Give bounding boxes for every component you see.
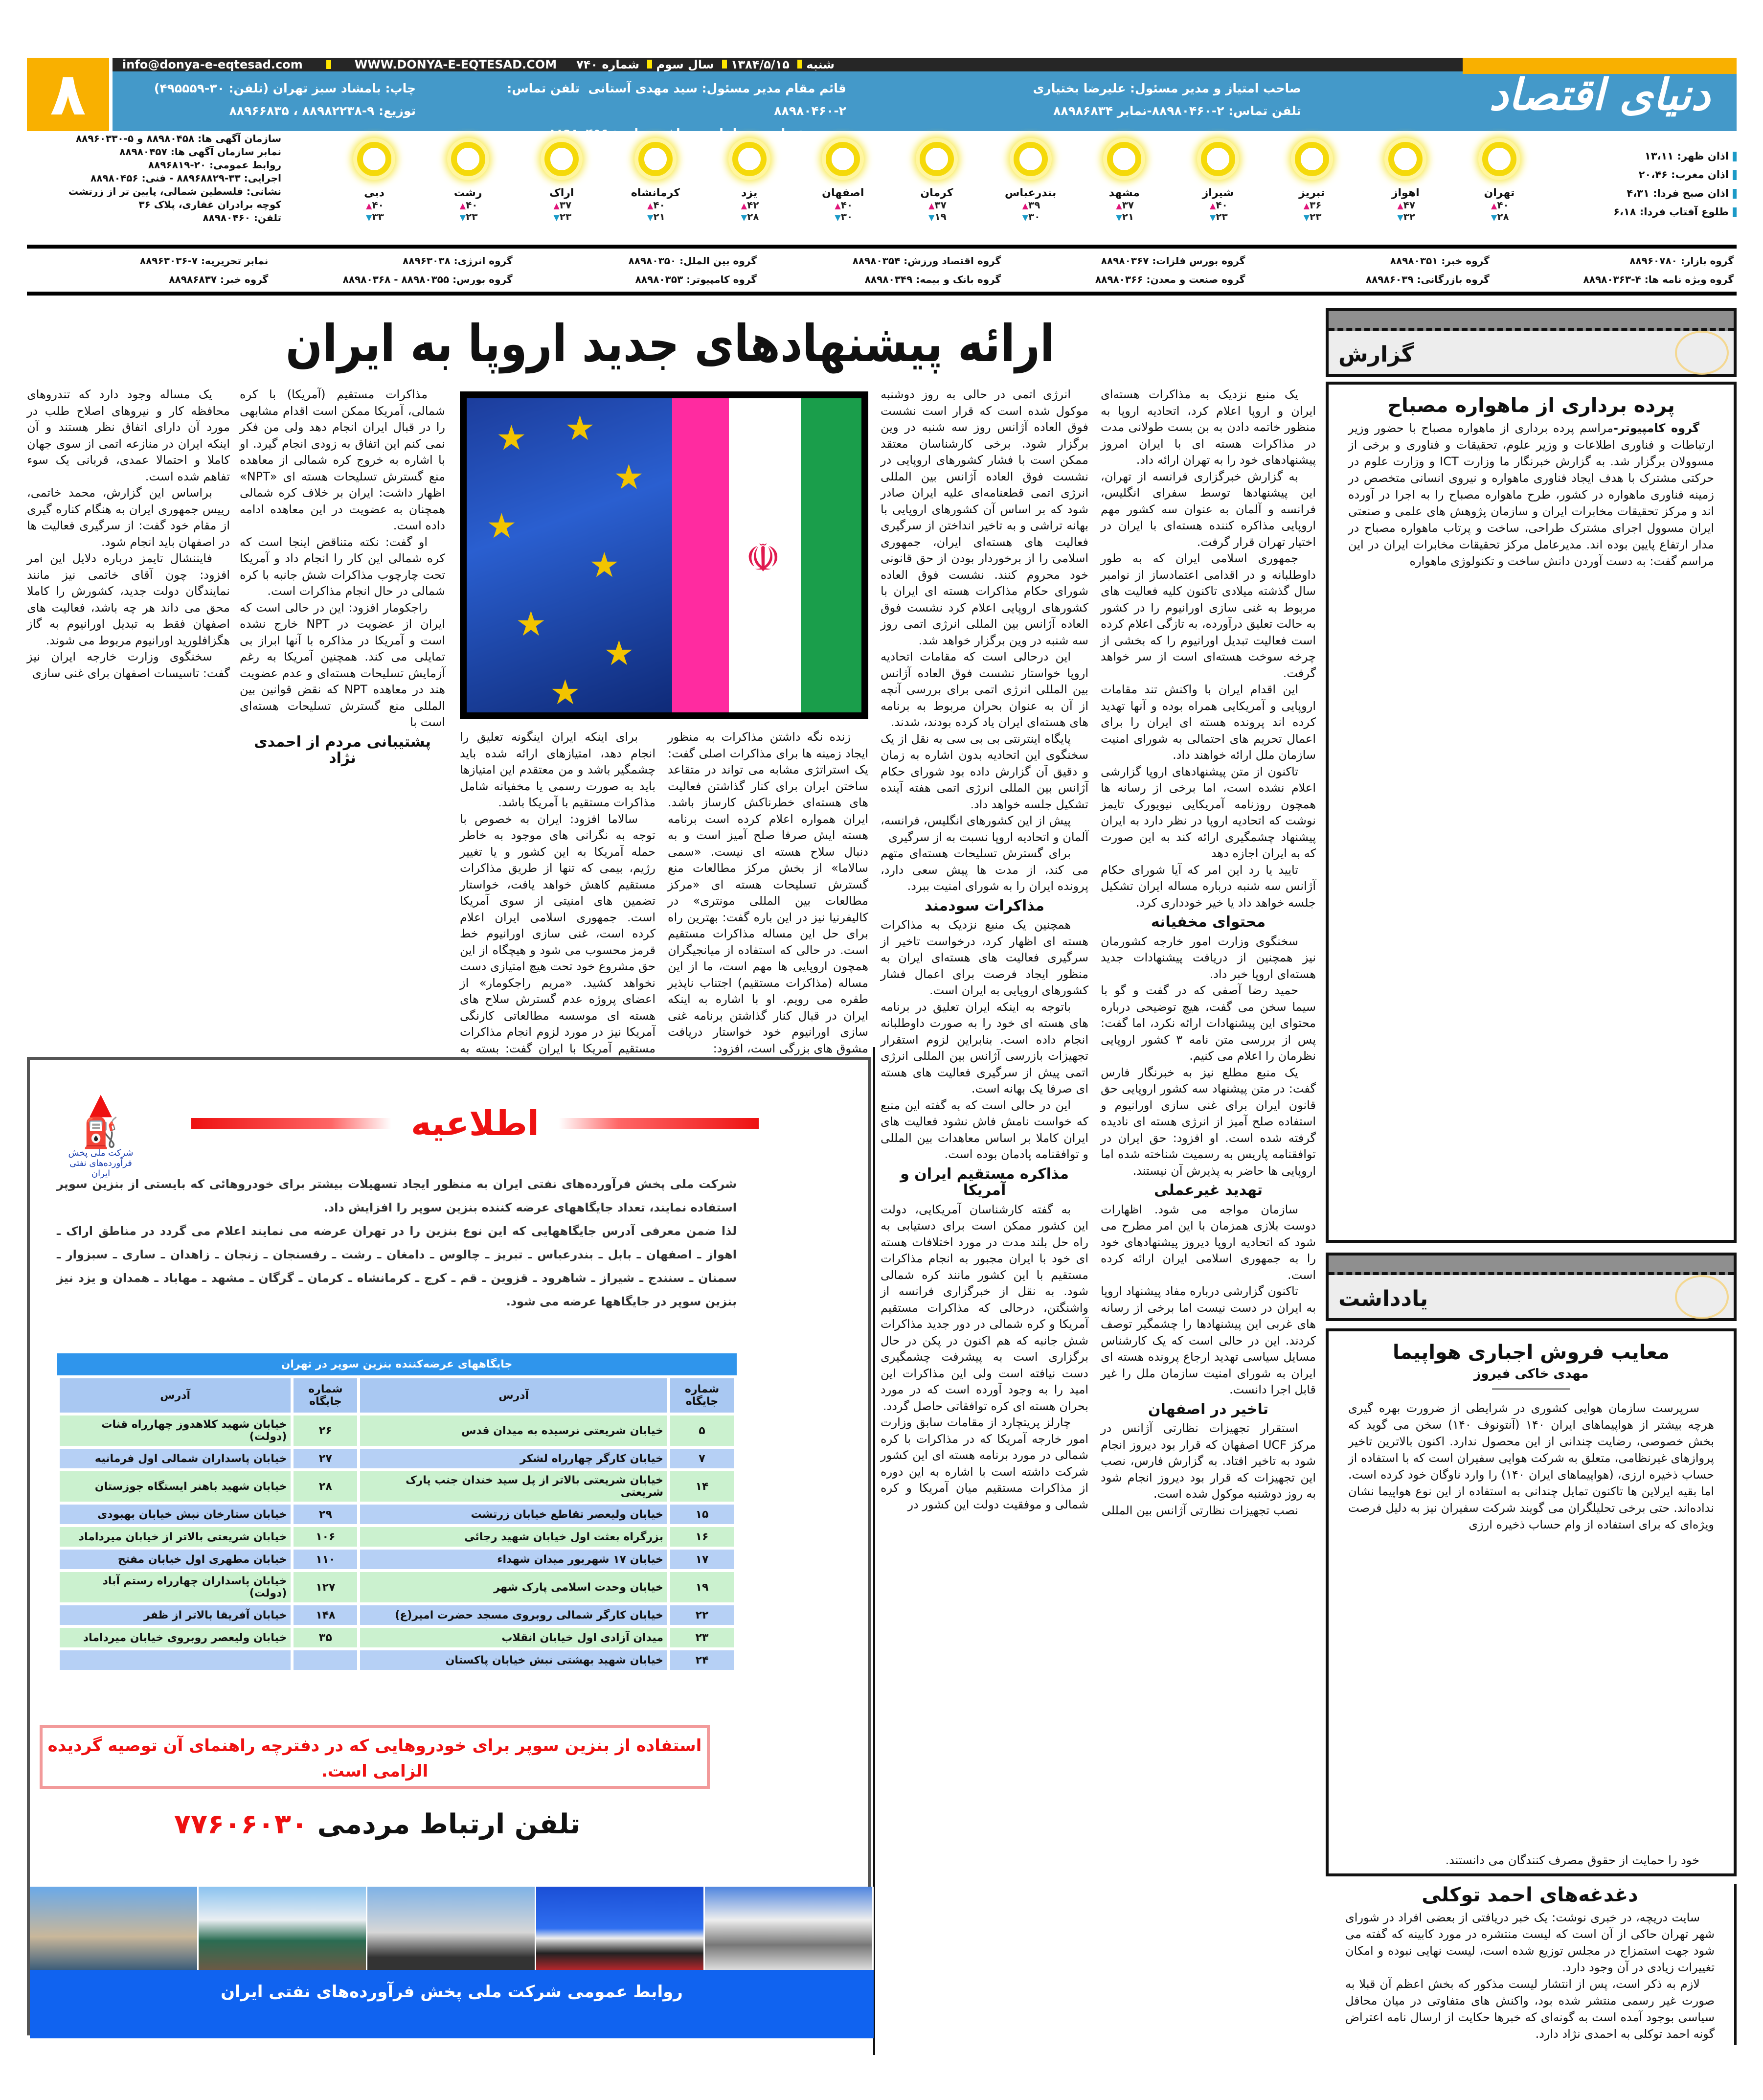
prayer-times [1556,147,1737,221]
prayer-time: اذان مغرب: ۲۰،۴۶ [1556,165,1737,184]
article-paragraph: سازمان مواجه می شود. اظهارات دوست بلازی همزمان با این امر مطرح می شود که اتحادیه اروپا دیروز پیشنهادهای خود را به جمهوری اسلامی ایران ارائه کرده است. [1101,1202,1316,1282]
ad-footer: روابط عمومی شرکت ملی پخش فرآورده‌های نفتی ایران [30,1970,874,2038]
sun-icon [1107,142,1141,176]
station-address: بزرگراه بعثت اول خیابان شهید رجائی [360,1527,667,1547]
note-paragraph: خود را حمایت از حقوق مصرف کنندگان می دانستند. [1445,1853,1699,1867]
weather-city [614,137,697,240]
section-header-report [1326,308,1737,377]
station-address: خیابان شریعتی نرسیده به میدان قدس [360,1415,667,1446]
contact-line: سازمان آگهی ها: ۸۸۹۸۰۴۵۸ و ۵-۸۸۹۶۰۳۳۰ [75,133,281,144]
low-temp: ▼ ۲۱ [1114,211,1134,223]
contact-line: کوچه برادران غفاری، پلاک ۳۶ [138,199,281,210]
high-temp: ▲ ۴۰ [364,199,384,211]
article-paragraph: جمهوری اسلامی ایران که به طور داوطلبانه و در اقدامی اعتمادساز از نوامبر سال گذشته میلادی تاکنون کلیه فعالیت های مربوط به غنی سازی اورانیوم را در کشور به حالت تعلیق درآورده، به تازگی اعلام کرده است فعالیت تبدیل اورانیوم را که بخشی از چرخه سوخت هسته‌ای است از سر خواهد گرفت. [1101,551,1316,680]
group-phone: گروه خبر: ۸۸۹۸۶۸۳۷ [169,274,269,285]
low-temp: ▼ ۲۳ [458,211,478,223]
high-temp: ▲ ۳۷ [1114,199,1134,211]
low-temp: ▼ ۱۹ [927,211,947,223]
article-paragraph: نصب تجهیزات نظارتی آژانس بین المللی [1101,1503,1298,1517]
weather-city [1270,137,1354,240]
city-name: یزد [741,187,758,199]
date-value: ۱۳۸۴/۵/۱۵ [730,58,790,71]
weather-strip [333,137,1541,240]
low-temp: ▼ ۲۱ [646,211,665,223]
year-label: سال سوم [656,58,714,71]
article-paragraph: این درحالی است که مقامات اتحادیه اروپا خواستار نشست فوق العاده آژانس بین المللی انرژی اتمی برای بررسی آنچه از آن به عنوان بحران مربوط به برنامه های هسته‌ای ایران یاد کرده بودند، شدند. [881,650,1088,729]
subheading: محتوای مخفیانه [1151,913,1266,931]
ad-phone [30,1808,724,1840]
article-paragraph: به گزارش خبرگزاری فرانسه از تهران، این پیشنهادها توسط سفرای انگلیس، فرانسه و آلمان به عنوان سه کشور مهم اروپایی مذاکره کننده هسته‌ای با ایران در اختیار تهران قرار گرفت. [1101,469,1316,549]
station-address: خیابان آفریقا بالاتر از ظفر [60,1605,291,1625]
city-name: کرمان [920,187,953,199]
article-paragraph: استقرار تجهیزات نظارتی آژانس در مرکز UCF اصفهان که قرار بود دیروز انجام شود به تاخیر افتاد. به گزارش فارس، نصب این تجهیزات که قرار بود دیروز انجام شود به روز دوشنبه موکول شده است. [1101,1421,1316,1501]
low-temp: ▼ ۲۳ [1302,211,1322,223]
station-number: ۱۷ [670,1550,734,1569]
weather-city [520,137,603,240]
deputy-phone: تلفن تماس: ۲-۸۸۹۸۰۴۶۰ [507,81,846,118]
editor-phone: تلفن تماس: ۸۸۹۸۰۴۵۶ [548,126,685,140]
weather-city [989,137,1072,240]
newspaper-logo: دنیای اقتصاد [1463,58,1737,131]
article-column [240,387,445,1037]
station-number: ۱۴۸ [294,1605,357,1625]
section-title: یادداشت [1338,1286,1428,1311]
city-name: تبریز [1299,187,1325,199]
group-phone-row [27,251,1737,270]
advertisement [27,1057,871,2035]
note-box [1326,1328,1737,1876]
contact-line: روابط عمومی: ۲۰-۸۸۹۶۸۱۹ [148,159,281,171]
gas-station-photo [30,1887,199,1970]
owner-phone: تلفن تماس: ۲-۸۸۹۸۰۴۶۰-نمابر ۸۸۹۸۶۸۳۴ [1053,104,1301,118]
contact-line: نشانی: فلسطین شمالی، پایین تر از زرتشت [68,185,281,197]
high-temp: ▲ ۴۰ [1208,199,1228,211]
city-name: اراک [549,187,574,199]
ad-notice: استفاده از بنزین سوپر برای خودروهایی که در دفترچه راهنمای آن توصیه گردیده الزامی است. [40,1725,710,1789]
city-name: اصفهان [822,187,864,199]
station-number: ۱۹ [670,1572,734,1602]
tavakoli-box [1326,1884,1737,2045]
station-row [60,1415,734,1446]
ad-paragraph: لذا ضمن معرفی آدرس جایگاههایی که این نوع بنزین را در تهران عرضه می نمایند اعلام می گردد در مناطق اراک ـ اهواز ـ اصفهان ـ بابل ـ بندرعباس ـ تبریز ـ چالوس ـ دامغان ـ رشت ـ رفسنجان ـ زنجان ـ زاهدان ـ ساری ـ سبزوار ـ سمنان ـ سنندج ـ شیراز ـ شاهرود ـ قزوین ـ قم ـ کرج ـ کرمانشاه ـ کرمان ـ گرگان ـ مشهد ـ مهاباد ـ همدان و یزد نیز بنزین سوپر در جایگاهها عرضه می شود. [57,1224,737,1308]
article-paragraph: سالاما افزود: ایران به خصوص با توجه به نگرانی های موجود به خاطر حمله آمریکا به این کشور و یا تغییر رژیم، بیمی که تنها از طریق مذاکرات مستقیم کاهش خواهد یافت، خواستار تضمین های امنیتی از سوی آمریکا است. جمهوری اسلامی ایران اعلام کرده است، غنی سازی اورانیوم خط قرمز محسوب می شود و هیچگاه از این حق مشروع خود تحت هیچ امتیازی دست نخواهد کشید. «مریم راجکومار» از اعضای پروژه عدم گسترش سلاح های هسته ای موسسه مطالعاتی کارنگی آمریکا نیز در مورد لزوم انجام مذاکرات مستقیم آمریکا با ایران گفت: بسته به [460,812,655,1055]
group-phones [27,245,1737,296]
group-phone: گروه خبر: ۸۸۹۸۰۳۵۱ [1390,255,1490,267]
station-number: ۱۰۶ [294,1527,357,1547]
station-number: ۱۵ [670,1505,734,1524]
group-phone: گروه کامپیوتر: ۸۸۹۸۰۳۵۳ [635,274,757,285]
weather-city [895,137,978,240]
article-column [881,387,1088,2055]
low-temp: ▼ ۳۰ [1021,211,1040,223]
station-number: ۲۸ [294,1471,357,1502]
station-address: خیابان ۱۷ شهریور میدان شهداء [360,1550,667,1569]
station-row [60,1628,734,1647]
station-number: ۲۴ [670,1650,734,1670]
city-name: کرمانشاه [631,187,680,199]
sun-icon [1201,142,1235,176]
article-paragraph: یک منبع نزدیک به مذاکرات هسته‌ای ایران و اروپا اعلام کرد، اتحادیه اروپا به منظور خاتمه دادن به بن بست طولانی مدت در مذاکرات هسته ای با ایران امروز پیشنهادهای خود را به تهران ارائه داد. [1101,388,1316,467]
ad-title-text: اطلاعیه [411,1103,539,1143]
contact-line: اجرایی: ۳۳-۸۸۹۶۸۸۲۹ - فنی: ۸۸۹۸۰۴۵۶ [90,172,281,184]
low-temp: ▼ ۲۸ [1490,211,1509,223]
group-phone: گروه بازرگانی: ۸۸۹۸۶۰۳۹ [1365,274,1490,285]
high-temp: ▲ ۴۰ [646,199,665,211]
station-address: خیابان پاسداران شمالی اول فرمانیه [60,1449,291,1468]
nioc-logo: ▲ ⛽ شرکت ملی پخش فرآورده‌های نفتی ایران [59,1089,142,1179]
ad-photos [30,1887,874,1970]
contact-line: تلفن: ۸۸۹۸۰۴۶۰ [203,212,281,224]
subheading: مذاکرات سودمند [924,897,1045,914]
article-column [668,729,868,1055]
article-paragraph: برای گسترش تسلیحات هسته‌ای متهم می کند، از مدت ها پیش سعی دارد، پرونده ایران را به شورای امنیت ببرد. [881,846,1088,893]
station-address: خیابان شهید کلاهدوز چهارراه قنات (دولت) [60,1415,291,1446]
section-title: گزارش [1338,342,1414,367]
station-address: خیابان شهید باهنر ایستگاه جوزستان [60,1471,291,1502]
sun-icon [732,142,767,176]
weather-city [333,137,416,240]
group-phone: گروه بورس: ۸۸۹۸۰۳۵۵ - ۸۸۹۸۰۳۶۸ [342,274,513,285]
weather-city [801,137,884,240]
station-address: خیابان کارگر چهارراه لشکر [360,1449,667,1468]
logo-text: شرکت ملی پخش فرآورده‌های نفتی ایران [68,1148,134,1179]
station-address: خیابان شریعتی بالاتر از خیابان میرداماد [60,1527,291,1547]
station-number: ۲۳ [670,1628,734,1647]
low-temp: ▼ ۳۰ [833,211,853,223]
station-number: ۲۹ [294,1505,357,1524]
group-phone: گروه اقتصاد ورزش: ۸۸۹۸۰۳۵۴ [852,255,1001,267]
high-temp: ▲ ۴۰ [458,199,478,211]
ad-paragraph: شرکت ملی پخش فرآورده‌های نفتی ایران به منظور ایجاد تسهیلات بیشتر برای خودروهائی که بایستی از بنزین سوپر استفاده نمایند، تعداد جایگاههای عرضه کننده بنزین سوپر را افزایش داد. [57,1177,737,1214]
eu-iran-flags-photo [460,391,868,719]
city-name: تهران [1484,187,1515,199]
sun-icon [544,142,579,176]
subheading: تاخیر در اصفهان [1148,1400,1269,1418]
station-address: خیابان شریعتی بالاتر از پل سید خندان جنب پارک شریعتی [360,1471,667,1502]
group-phone: نمابر تحریریه: ۷-۸۸۹۶۳۰۳۶ [139,255,269,267]
station-number [294,1650,357,1670]
high-temp: ▲ ۴۰ [1490,199,1509,211]
date: شنبه [806,58,835,71]
low-temp: ▼ ۲۸ [740,211,759,223]
article-paragraph: انرژی اتمی در حالی به روز دوشنبه موکول شده است که قرار است نشست فوق العاده آژانس روز سه شنبه در وین برگزار شود. برخی کارشناسان معتقد ممکن است با فشار کشورهای اروپایی در نشست فوق العاده آژانس بین المللی انرژی اتمی قطعنامه‌ای علیه ایران صادر شود که بر اساس آن کشورهای اروپایی با بهانه تراشی و به تاخیر انداختن از سرگیری فعالیت های هسته‌ای ایران، جمهوری اسلامی را از برخوردار بودن از حق قانونی خود محروم کنند. نشست فوق العاده شورای حکام مذاکرات هسته ای ایران با کشورهای اروپایی اعلام کرد نشست فوق العاده آژانس بین المللی انرژی اتمی روز سه شنبه در وین برگزار خواهد شد. [881,388,1088,647]
article-column [460,729,655,1055]
station-address [60,1650,291,1670]
headline-area [196,309,1145,378]
group-phone: گروه انرژی: ۸۸۹۶۳۰۳۸ [403,255,513,267]
article-paragraph: مذاکرات مستقیم (آمریکا) با کره شمالی، آمریکا ممکن است اقدام مشابهی را در قبال ایران انجام دهد ولی من فکر نمی کنم این اتفاق به زودی انجام گیرد. او با اشاره به خروج کره شمالی از معاهده منع گسترش تسلیحات هسته ای «NPT» اظهار داشت: ایران بر خلاف کره شمالی همچنان به عضویت در این معاهده ادامه داده است. [240,388,445,532]
ad-intro [57,1172,737,1313]
station-row [60,1471,734,1502]
email[interactable]: info@donya-e-eqtesad.com [122,58,303,71]
deputy: قائم مقام مدیر مسئول: سید مهدی آستانی [588,81,846,95]
city-name: شیراز [1202,187,1234,199]
article-paragraph: تایید یا رد این امر که آیا شورای حکام آژانس سه شنبه درباره مساله ایران تشکیل جلسه خواهد داد یا خیر خودداری کرد. [1101,863,1316,910]
editor: سردبیر: علی میرزاخانی [702,126,846,140]
station-address: خیابان وحدت اسلامی پارک شهر [360,1572,667,1602]
weather-city [1176,137,1260,240]
article-paragraph: براساس این گزارش، محمد خاتمی، رییس جمهوری ایران به هنگام کناره گیری از مقام خود گفت: از سرگیری فعالیت ها در اصفهان باید انجام شود. [27,486,230,549]
station-address: خیابان شهید بهشتی نبش خیابان پاکستان [360,1650,667,1670]
section-header-note [1326,1253,1737,1321]
city-name: دبی [364,187,384,199]
group-phone: گروه بورس فلزات: ۸۸۹۸۰۳۶۷ [1101,255,1245,267]
station-number: ۱۱۰ [294,1550,357,1569]
article-column [1101,387,1316,2055]
weather-city [1364,137,1447,240]
station-row [60,1527,734,1547]
sun-icon [826,142,860,176]
city-name: رشت [453,187,482,199]
article-paragraph: سخنگوی وزارت امور خارجه کشورمان نیز همچنین از دریافت پیشنهادات جدید هسته‌ای اروپا خبر داد. [1101,934,1316,981]
high-temp: ▲ ۳۷ [927,199,947,211]
col-header: شماره جایگاه [294,1378,357,1413]
tavakoli-paragraph: لازم به ذکر است، پس از انتشار لیست مذکور که بخش اعظم آن قبلا به صورت غیر رسمی منتشر شده بود، واکنش های متفاوتی در میان محافل سیاسی بوجود آمده است به گونه‌ای که خبرها حکایت از ارسال نامه اعتراض گونه احمد توکلی به احمدی نژاد دارد. [1345,1977,1715,2041]
article-paragraph: این در حالی است که به گفته این منبع که خواست نامش فاش نشود فعالیت های ایران کاملا بر اساس معاهدات بین المللی و توافقنامه پادمان بوده است. [881,1098,1088,1161]
contact-line: نمابر سازمان آگهی ها: ۸۸۹۸۰۴۵۷ [119,146,281,158]
city-name: مشهد [1108,187,1140,199]
article-paragraph: راجکومار افزود: این در حالی است که ایران از عضویت در NPT خارج نشده است و آمریکا در مذاکره با آنها ابراز بی تمایلی می کند. همچنین آمریکا به رغم آزمایش تسلیحات هسته‌ای و عدم عضویت هند در معاهده NPT که نقض قوانین بین المللی منع گسترش تسلیحات هسته‌ای است با [240,600,446,729]
article-paragraph: باتوجه به اینکه ایران تعلیق در برنامه های هسته ای خود را به صورت داوطلبانه انجام داده است. بنابراین لزوم استقرار تجهیزات بازرسی آژانس بین المللی انرژی اتمی پیش از سرگیری فعالیت های هسته ای صرفا یک بهانه است. [881,1000,1088,1096]
high-temp: ▲ ۴۲ [740,199,759,211]
high-temp: ▲ ۴۷ [1396,199,1415,211]
tanker-truck-photo [199,1887,367,1970]
issue-number: شماره ۷۴۰ [576,58,640,71]
group-phone: گروه بازار: ۸۸۹۶۰۷۸۰ [1629,255,1734,267]
group-phone: گروه بین الملل: ۸۸۹۸۰۳۵۰ [628,255,757,267]
weather-city [1083,137,1166,240]
article-paragraph: سخنگوی وزارت خارجه ایران نیز گفت: تاسیسات اصفهان برای غنی سازی [27,650,230,680]
report-box [1326,382,1737,1243]
article-paragraph: زنده نگه داشتن مذاکرات به منظور ایجاد زمینه ها برای مذاکرات اصلی گفت: یک استراتژی مشابه می تواند در متقاعد ساختن ایران برای کنار گذاشتن فعالیت های هسته‌ای خطرناکش کارساز باشد. ایران همواره اعلام کرده است برنامه هسته ایش صرفا صلح آمیز است و به دنبال سلاح هسته ای نیست. «سمی سالاما» از بخش مرکز مطالعات منع گسترش تسلیحات هسته ای «مرکز مطالعات بین المللی مونتری» در کالیفرنیا نیز در این باره گفت: بهترین راه برای حل این مساله مذاکرات مستقیم است. در حالی که استفاده از میانجیگران همچون اروپایی ها مهم است، ما از این مساله (مذاکرات مستقیم) اجتناب ناپذیر طفره می رویم. او با اشاره به اینکه ایران در قبال کنار گذاشتن برنامه غنی سازی اورانیوم خود خواستار دریافت مشوق های بزرگی است، افزود: [668,730,868,1055]
subheading: مذاکره مستقیم ایران و آمریکا [900,1165,1069,1199]
distribution-info: توزیع: ۹-۸۸۹۸۲۲۳۸ ، ۸۸۹۶۶۸۳۵ [229,104,416,118]
report-paragraph: مراسم پرده برداری از ماهواره مصباح با حضور وزیر ارتباطات و فناوری اطلاعات و وزیر علوم، تحقیقات و فناوری و برخی از مسوولان برگزار شد. به گزارش خبرنگار ما وزارت ICT و وزارت علوم در حرکتی مشترک با هدف ایجاد فناوری ماهواره و نیروی انسانی متخصص در زمینه فناوری ماهواره در کشور، طرح ماهواره مصباح را به اجرا در آورده اند و مرکز تحقیقات مخابرات ایران و سازمان پژوهش های علمی و صنعتی ایران مسوول اجرای مشترک طراحی، ساخت و پرتاب ماهواره مصباح در مدار ارتفاع پایین بوده اند. مدیرعامل مرکز تحقیقات مخابرات ایران در این مراسم گفت: به دست آوردن دانش ساخت و تکنولوژی ماهواره [1348,421,1714,568]
col-header: آدرس [60,1378,291,1413]
article-paragraph: این اقدام ایران با واکنش تند مقامات اروپایی و آمریکایی همراه بوده و آنها تهدید کرده اند پرونده هسته ای ایران را برای اعمال تحریم های احتمالی به شورای امنیت سازمان ملل ارائه خواهند داد. [1101,683,1316,762]
station-number: ۱۴ [670,1471,734,1502]
weather-city [427,137,510,240]
station-address: میدان آزادی اول خیابان انقلاب [360,1628,667,1647]
low-temp: ▼ ۳۳ [364,211,384,223]
station-row [60,1605,734,1625]
subheading: پشتیبانی مردم از احمدی نژاد [254,733,431,767]
note-paragraph: سرپرست سازمان هوایی کشوری در شرایطی از ضرورت بهره گیری هرچه بیشتر از هواپیماهای ایران ۱۴۰ (آنتونوف ۱۴۰) سخن می گوید که بخش خصوصی، رضایت چندانی از این محصول ندارد. اکنون بالاترین تاخیر پروازهای غیرنظامی، متعلق به شرکت هوایی سفیران است که با استفاده از حساب ذخیره ارزی، (هواپیماهای ایران ۱۴۰) را وارد ناوگان خود کرده است. اما بقیه ایرلاین ها تاکنون تمایل چندانی به استفاده از این نوع هواپیما نشان نداده‌اند. حتی برخی تحلیلگران می گویند شرکت سفیران نیز به دلیل فرصت ویژه‌ای که برای استفاده از وام حساب ذخیره ارزی [1348,1401,1714,1531]
sun-icon [638,142,673,176]
article-column [27,387,230,1037]
prayer-time: اذان ظهر: ۱۳،۱۱ [1556,147,1737,165]
station-address: خیابان ستارخان نبش خیابان بهبودی [60,1505,291,1524]
station-number: ۱۶ [670,1527,734,1547]
print-info: چاپ: بامشاد سبز تهران (تلفن: ۳۰-۴۹۵۵۵۹) [154,81,416,95]
phone-label: تلفن ارتباط مردمی [317,1808,581,1840]
tavakoli-title: دغدغه‌های احمد توکلی [1422,1884,1638,1906]
sun-icon [1482,142,1516,176]
low-temp: ▼ ۲۳ [552,211,571,223]
article-paragraph: یک مساله وجود دارد که تندروهای محافظه کار و نیروهای اصلاح طلب در مورد آن دارای اتفاق نظر هستند و آن اینکه ایران در منازعه اتمی از سوی جهان کاملا و احتمالا عمدی، قربانی یک سوء تفاهم شده است. [27,388,230,483]
group-phone-row [27,270,1737,289]
subheading: تهدید غیرعملی [1153,1182,1263,1199]
station-row [60,1572,734,1602]
article-paragraph: چارلز پریتچارد از مقامات سابق وزارت امور خارجه آمریکا که در مذاکرات با کره شمالی در مورد برنامه هسته ای این کشور شرکت داشته است با اشاره به این دوره از مذاکرات مستقیم میان آمریکا و کره شمالی و موفقیت دولت این کشور در [881,1415,1088,1511]
top-info-bar [113,58,1463,71]
refinery-photo [705,1887,874,1970]
group-phone: گروه صنعت و معدن: ۸۸۹۸۰۳۶۶ [1095,274,1245,285]
article-paragraph: تاکنون از متن پیشنهادهای اروپا گزارشی اعلام نشده است، اما برخی از رسانه ها همچون روزنامه آمریکایی نیویورک تایمز نوشت که اتحادیه اروپا در نظر دارد به ایران پیشنهاد چشمگیری ارائه کند به این صورت که به ایران اجازه دهد [1101,764,1316,860]
station-number: ۵ [670,1415,734,1446]
group-phone: گروه بانک و بیمه: ۸۸۹۸۰۳۴۹ [864,274,1001,285]
weather-city [1458,137,1541,240]
note-title: معایب فروش اجباری هواپیما [1393,1341,1670,1364]
owner: صاحب امتیاز و مدیر مسئول: علیرضا بختیاری [1033,81,1301,95]
station-number: ۲۲ [670,1605,734,1625]
sun-icon [1388,142,1423,176]
sun-icon [1295,142,1329,176]
website[interactable]: WWW.DONYA-E-EQTESAD.COM [354,58,557,71]
stations-table [57,1353,737,1673]
station-address: خیابان مطهری اول خیابان مفتح [60,1550,291,1569]
report-lead: گروه کامپیوتر- [1613,421,1699,435]
group-phone: گروه ویژه نامه ها: ۴-۸۸۹۸۰۳۶۳ [1583,274,1734,285]
station-number: ۲۷ [294,1449,357,1468]
station-row [60,1449,734,1468]
sun-icon [451,142,485,176]
tavakoli-paragraph: سایت دریچه، در خبری نوشت: یک خبر دریافتی از بعضی افراد در شورای شهر تهران حاکی از آن است که لیست منتشره در مورد کابینه که گفته می شود جهت استمزاج در مجلس توزیع شده است، لیست نهایی نبوده و امکان تغییرات زیادی در آن وجود دارد. [1345,1911,1715,1974]
sun-icon [357,142,391,176]
eu-flag: ★ ★ ★ ★ ★ ★ ★ ★ [467,398,672,712]
low-temp: ▼ ۲۳ [1208,211,1228,223]
article-paragraph: یک منبع مطلع نیز به خبرنگار فارس گفت: در متن پیشنهاد سه کشور اروپایی حق قانون ایران برای غنی سازی اورانیوم و استفاده صلح آمیز از انرژی هسته ای نادیده گرفته شده است. او افزود: حق ایران در توافقنامه پاریس به رسمیت شناخته شده اما اروپایی ها حاضر به پذیرش آن نیستند. [1101,1065,1316,1178]
high-temp: ▲ ۳۹ [1021,199,1040,211]
table-caption: جایگاههای عرضه‌کننده بنزین سوپر در تهران [57,1353,737,1375]
weather-city [708,137,791,240]
globe-icon [1675,1275,1729,1319]
station-address: خیابان کارگر شمالی روبروی مسجد حضرت امیر(ع) [360,1605,667,1625]
divider [1492,1388,1570,1390]
main-headline: ارائه پیشنهادهای جدید اروپا به ایران [286,309,1055,378]
ad-title [191,1104,759,1143]
prayer-time: اذان صبح فردا: ۴،۳۱ [1556,184,1737,203]
report-title: پرده برداری از ماهواره مصباح [1387,394,1675,417]
sun-icon [1014,142,1048,176]
station-address: خیابان ولیعصر روبروی خیابان میرداماد [60,1628,291,1647]
tanker-ship-photo [536,1887,705,1970]
article-paragraph: فایننشال تایمز درباره دلایل این امر افزود: چون آقای خاتمی نیز مانند نمایندگان دولت جدید، کشورش را کاملا محق می داند هر چه باشد، فعالیت های اصفهان فقط به تبدیل اورانیوم به گاز هگزافلورید اورانیوم مربوط می شوند. [27,551,230,647]
low-temp: ▼ ۳۲ [1396,211,1415,223]
sun-icon [920,142,954,176]
note-author: مهدی خاکی فیروز [1473,1367,1589,1381]
station-row [60,1550,734,1569]
high-temp: ▲ ۴۰ [833,199,853,211]
globe-icon [1675,331,1729,375]
ship-photo [367,1887,536,1970]
station-row [60,1505,734,1524]
phone-number: ۷۷۶۰۶۰۳۰ [174,1808,308,1840]
station-address: خیابان ولیعصر تقاطع خیابان زرتشت [360,1505,667,1524]
article-paragraph: همچنین یک منبع نزدیک به مذاکرات هسته ای اظهار کرد، درخواست تاخیر از سرگیری فعالیت های هسته‌ای ایران به منظور ایجاد فرصت برای اعمال فشار کشورهای اروپایی به ایران است. [881,918,1088,997]
high-temp: ▲ ۳۶ [1302,199,1322,211]
station-number: ۳۵ [294,1628,357,1647]
station-number: ۲۶ [294,1415,357,1446]
article-paragraph: او گفت: نکته متناقض اینجا است که کره شمالی این کار را انجام داد و آمریکا تحت چارچوب مذاکرات شش جانبه با کره شمالی در حال انجام مذاکرات است. [240,535,445,598]
article-paragraph: تاکنون گزارشی درباره مفاد پیشنهاد اروپا به ایران در دست نیست اما برخی از رسانه های غربی این پیشنهادها را چشمگیر توصف کردند. این در حالی است که یک کارشناس مسایل سیاسی تهدید ارجاع پرونده هسته ای ایران به شورای امنیت سازمان ملل را غیر قابل اجرا دانست. [1101,1284,1316,1396]
station-number: ۱۲۷ [294,1572,357,1602]
article-paragraph: حمید رضا آصفی که در گفت و گو با سیما سخن می گفت، هیچ توضیحی درباره محتوای این پیشنهادات ارائه نکرد، اما گفت: پس از بررسی متن نامه ۳ کشور اروپایی نظرمان را اعلام می کنیم. [1101,983,1316,1063]
article-paragraph: پایگاه اینترنتی بی بی سی به نقل از یک سخنگوی این اتحادیه بدون اشاره به زمان و دقیق آن گزارش داده بود شورای حکام آژانس بین المللی انرژی اتمی هفته آینده تشکیل جلسه خواهد داد. [881,731,1088,811]
article-paragraph: برای اینکه ایران اینگونه تعلیق را انجام دهد، امتیازهای ارائه شده باید چشمگیر باشد و من معتقدم این امتیازها باید به صورت رسمی یا مخفیانه شامل مذاکرات مستقیم با آمریکا باشد. [460,730,655,809]
article-paragraph: به گفته کارشناسان آمریکایی، دولت این کشور ممکن است برای دستیابی به راه حل بلند مدت در مورد اختلافات هسته ای خود با ایران مجبور به انجام مذاکرات مستقیم با این کشور مانند کره شمالی شود. به نقل از خبرگزاری فرانسه از واشنگتن، درحالی که مذاکرات مستقیم آمریکا و کره شمالی در دور جدید مذاکرات شش جانبه که هم اکنون در پکن در حال برگزاری است به پیشرفت چشمگیری دست نیافته است ولی این مذاکرات این امید را به وجود آورده است که در مورد بحران هسته ای کره توافقاتی حاصل گردد. [881,1202,1088,1413]
col-header: آدرس [360,1378,667,1413]
station-address: خیابان پاسداران چهارراه رستم آباد (دولت) [60,1572,291,1602]
page-number: ۸ [27,58,109,131]
col-header: شماره جایگاه [670,1378,734,1413]
station-number: ۷ [670,1449,734,1468]
prayer-time: طلوع آفتاب فردا: ۶،۱۸ [1556,203,1737,221]
high-temp: ▲ ۳۷ [552,199,571,211]
contacts-block [27,132,281,225]
iran-flag: ☫ [672,398,861,712]
city-name: اهواز [1391,187,1420,199]
article-paragraph: پیش از این کشورهای انگلیس، فرانسه، آلمان و اتحادیه اروپا نسبت به از سرگیری [881,814,1088,844]
city-name: بندرعباس [1004,187,1057,199]
station-row [60,1650,734,1670]
